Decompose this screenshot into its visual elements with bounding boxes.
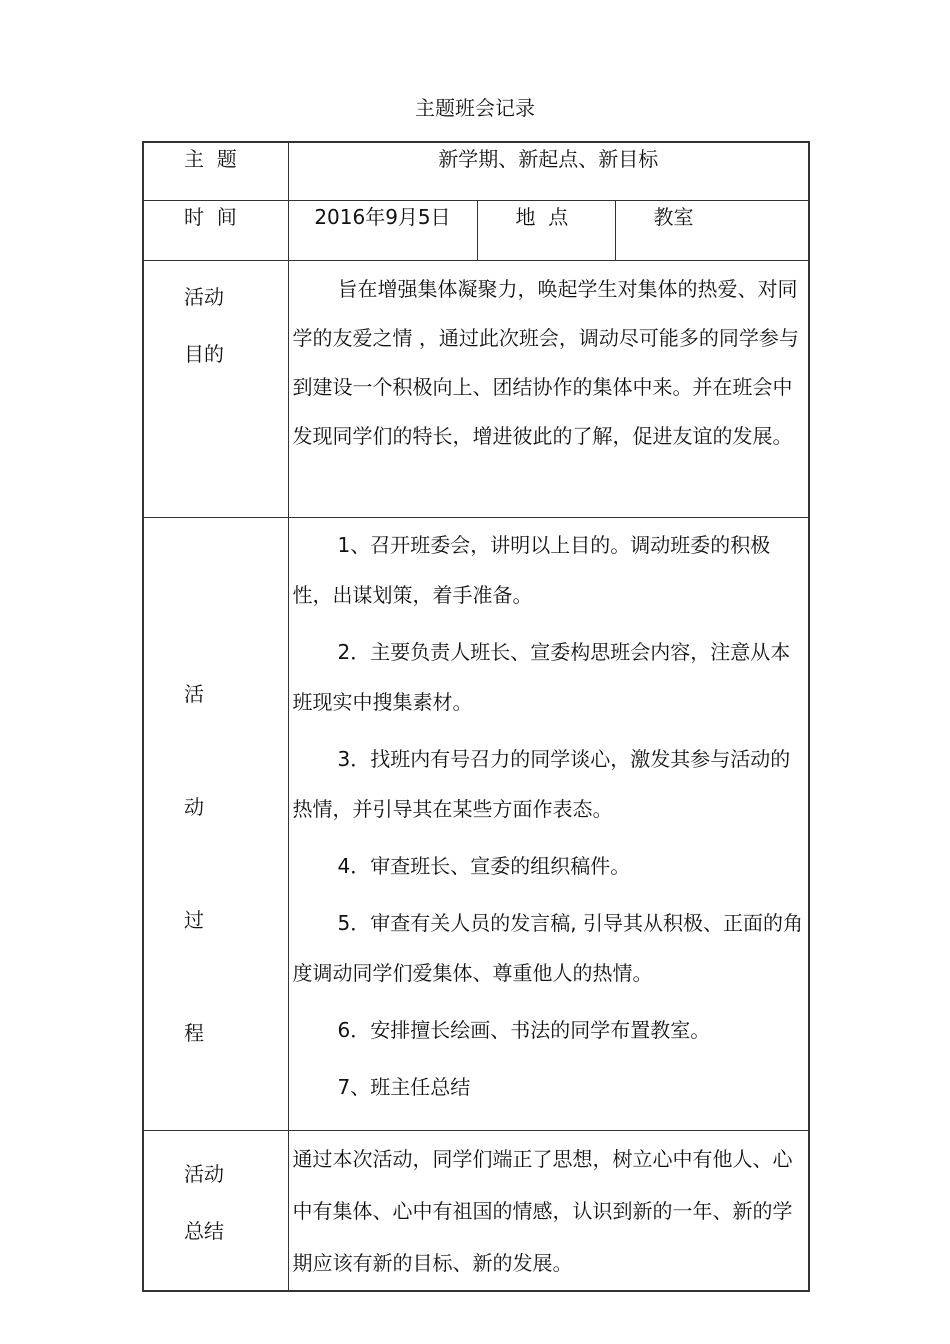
process-item: 1、召开班委会，讲明以上目的。调动班委的积极性，出谋划策，着手准备。 [292, 533, 771, 607]
summary-text: 通过本次活动，同学们端正了思想，树立心中有他人、心中有集体、心中有祖国的情感，认识到新的一年、新的学期应该有新的目标、新的发展。 [288, 1131, 809, 1291]
process-item: 7、班主任总结 [337, 1075, 471, 1099]
topic-row [143, 142, 809, 201]
process-label-char: 动 [184, 795, 204, 819]
process-item: 4．审查班长、宣委的组织稿件。 [337, 854, 631, 878]
purpose-row [143, 261, 809, 518]
process-label-char: 活 [184, 682, 204, 706]
process-label-char: 过 [184, 908, 204, 932]
purpose-label-line1: 活动 [184, 285, 224, 309]
process-item: 5．审查有关人员的发言稿, 引导其从积极、正面的角度调动同学们爱集体、尊重他人的热情。 [292, 911, 803, 985]
topic-label: 主 题 [143, 142, 288, 201]
page-title: 主题班会记录 [415, 96, 535, 120]
summary-label-line2: 总结 [184, 1219, 224, 1243]
time-place-row [143, 201, 809, 261]
place-label: 地 点 [477, 201, 615, 261]
summary-row [143, 1131, 809, 1291]
process-item: 6．安排擅长绘画、书法的同学布置教室。 [337, 1018, 711, 1042]
purpose-label [143, 261, 288, 518]
process-item: 2．主要负责人班长、宣委构思班会内容，注意从本班现实中搜集素材。 [292, 640, 791, 714]
record-table [142, 141, 810, 1292]
topic-value: 新学期、新起点、新目标 [288, 142, 809, 201]
time-value: 2016年9月5日 [288, 201, 477, 261]
process-text [288, 518, 809, 1131]
process-item: 3．找班内有号召力的同学谈心，激发其参与活动的热情，并引导其在某些方面作表态。 [292, 747, 791, 821]
process-label [143, 518, 288, 1131]
summary-label [143, 1131, 288, 1291]
place-value: 教室 [615, 201, 809, 261]
time-label: 时 间 [143, 201, 288, 261]
summary-label-line1: 活动 [184, 1162, 224, 1186]
purpose-label-line2: 目的 [184, 342, 224, 366]
process-row [143, 518, 809, 1131]
process-label-char: 程 [184, 1021, 204, 1045]
purpose-text: 旨在增强集体凝聚力，唤起学生对集体的热爱、对同学的友爱之情 ，通过此次班会，调动尽可能多的同学参与到建设一个积极向上、团结协作的集体中来。并在班会中发现同学们的特长，增进彼此的了解，促进友谊的发展。 [288, 261, 809, 518]
